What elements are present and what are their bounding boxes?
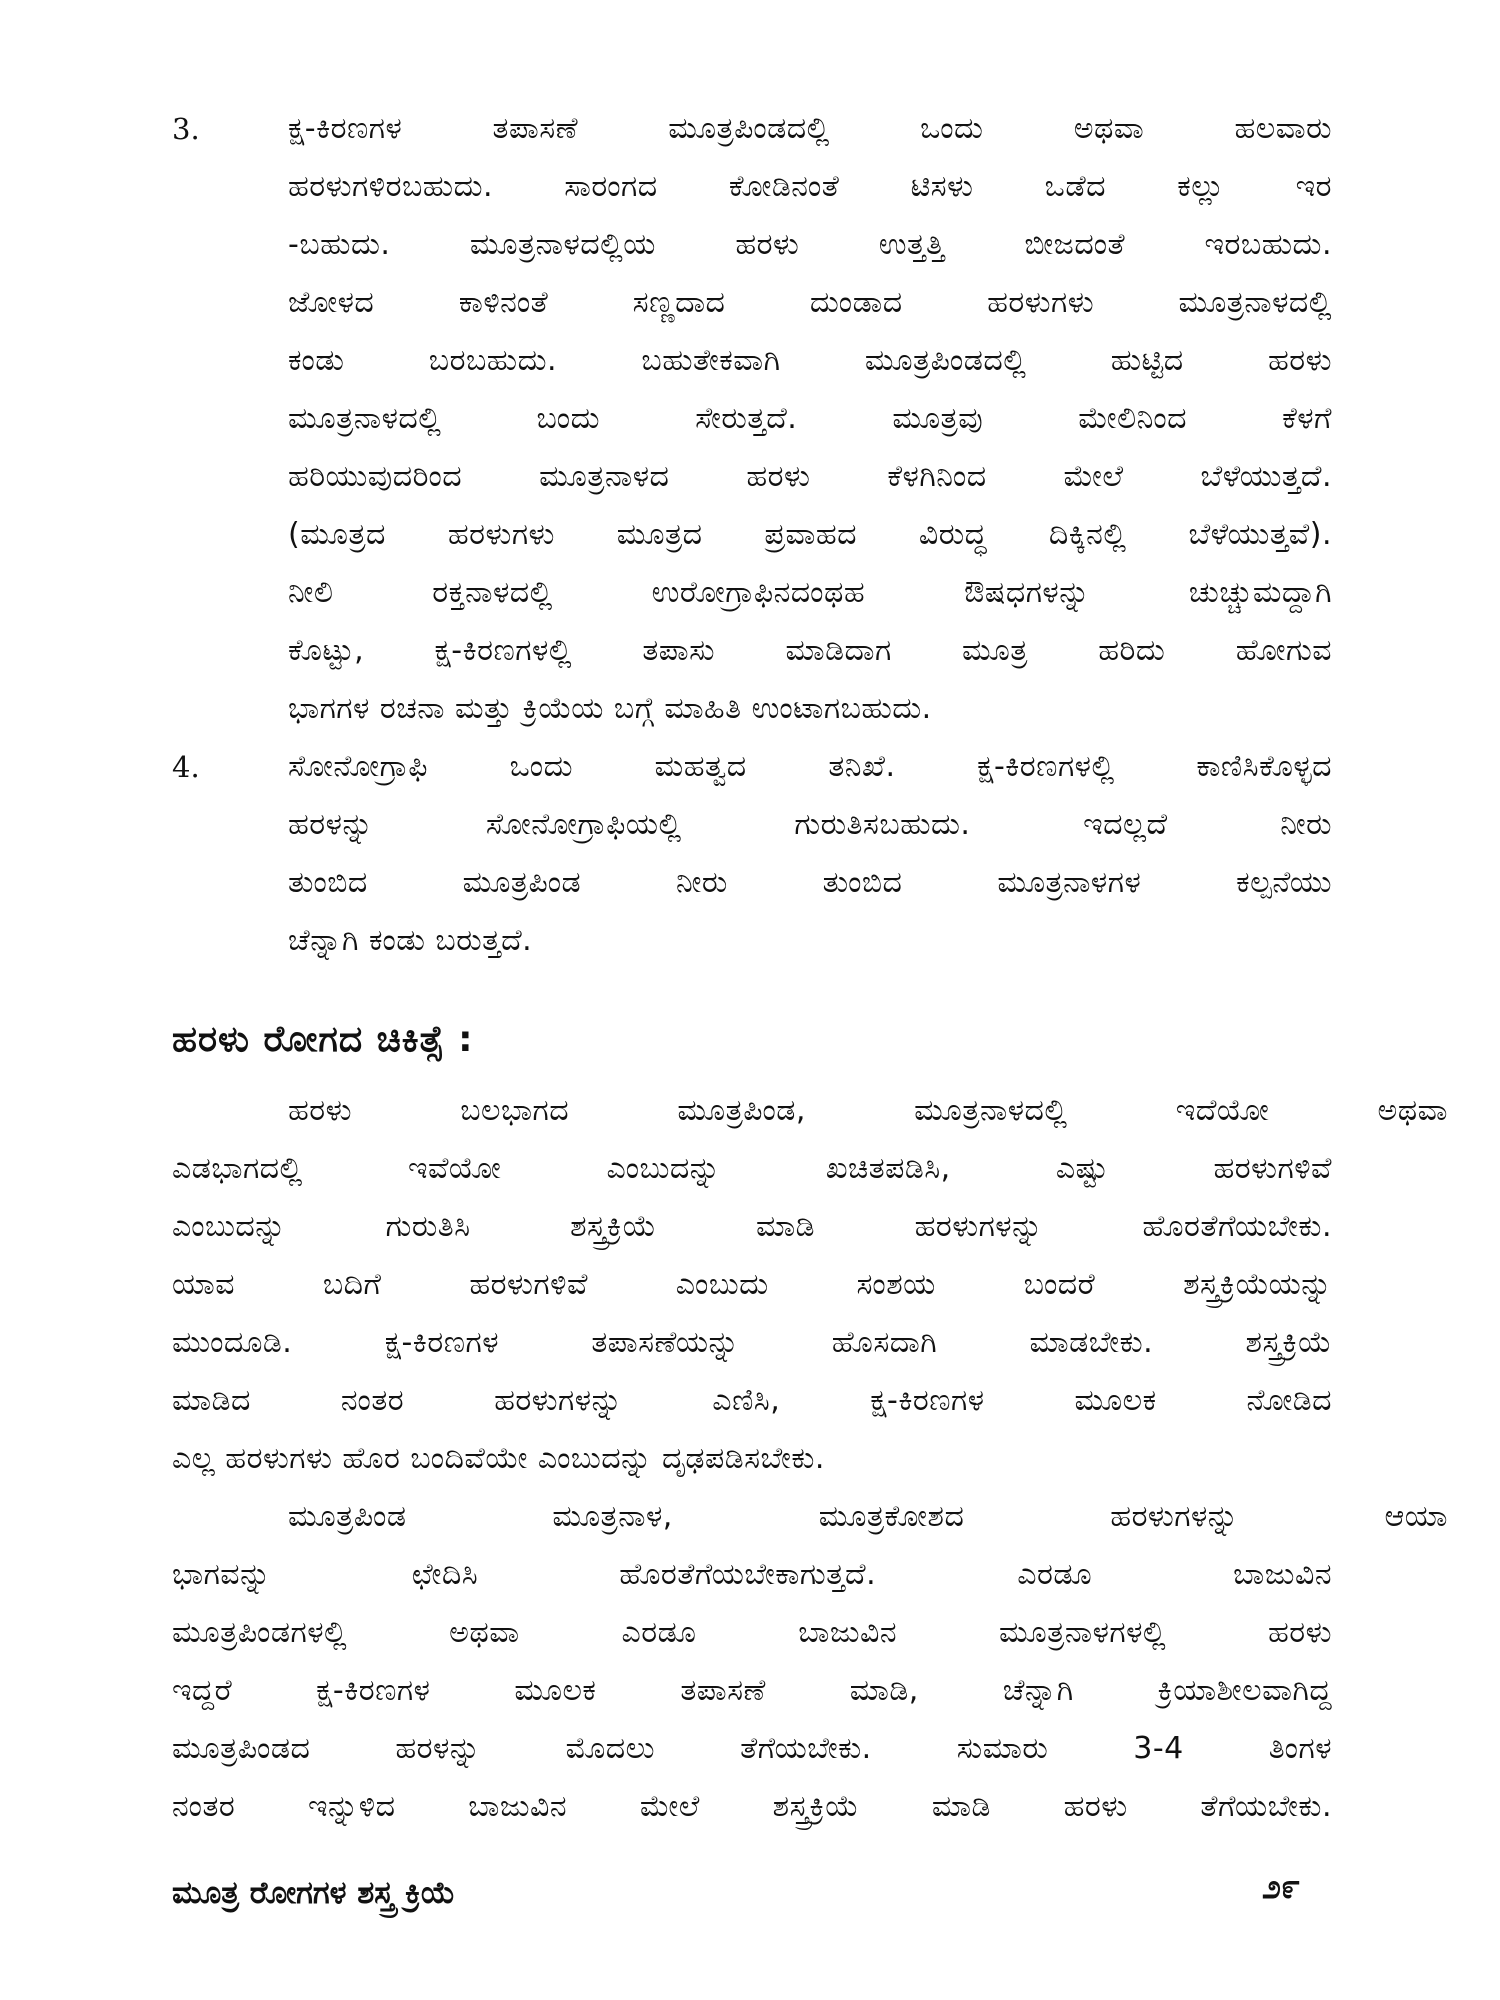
text-line: (ಮೂತ್ರದ ಹರಳುಗಳು ಮೂತ್ರದ ಪ್ರವಾಹದ ವಿರುದ್ಧ ದಿಕ್ಕಿನಲ್ಲಿ ಬೆಳೆಯುತ್ತವೆ). [288,517,1332,552]
text-line: ಕಂಡು ಬರಬಹುದು. ಬಹುತೇಕವಾಗಿ ಮೂತ್ರಪಿಂಡದಲ್ಲಿ ಹುಟ್ಟಿದ ಹರಳು [288,343,1332,378]
text-line: ಭಾಗಗಳ ರಚನಾ ಮತ್ತು ಕ್ರಿಯೆಯ ಬಗ್ಗೆ ಮಾಹಿತಿ ಉಂಟಾಗಬಹುದು. [288,691,932,726]
item-body [288,738,1332,970]
text-line: ಮೂತ್ರಪಿಂಡದ ಹರಳನ್ನು ಮೊದಲು ತೆಗೆಯಬೇಕು. ಸುಮಾರು 3-4 ತಿಂಗಳ [172,1731,1332,1766]
page-number: ೨೯ [1262,1867,1301,1907]
text-line: ಮೂತ್ರಪಿಂಡ ಮೂತ್ರನಾಳ, ಮೂತ್ರಕೋಶದ ಹರಳುಗಳನ್ನು ಆಯಾ [288,1499,1448,1534]
running-footer-title: ಮೂತ್ರ ರೋಗಗಳ ಶಸ್ತ್ರ ಕ್ರಿಯೆ [172,1875,456,1911]
text-line: ಭಾಗವನ್ನು ಛೇದಿಸಿ ಹೊರತೆಗೆಯಬೇಕಾಗುತ್ತದೆ. ಎರಡೂ ಬಾಜುವಿನ [172,1557,1332,1592]
text-line: ಕೊಟ್ಟು, ಕ್ಷ-ಕಿರಣಗಳಲ್ಲಿ ತಪಾಸು ಮಾಡಿದಾಗ ಮೂತ್ರ ಹರಿದು ಹೋಗುವ [288,633,1332,668]
text-line: ಕ್ಷ-ಕಿರಣಗಳ ತಪಾಸಣೆ ಮೂತ್ರಪಿಂಡದಲ್ಲಿ ಒಂದು ಅಥವಾ ಹಲವಾರು [288,111,1332,146]
text-line: ಹರಳನ್ನು ಸೋನೋಗ್ರಾಫಿಯಲ್ಲಿ ಗುರುತಿಸಬಹುದು. ಇದಲ್ಲದೆ ನೀರು [288,807,1332,842]
text-line: ಎಲ್ಲ ಹರಳುಗಳು ಹೊರ ಬಂದಿವೆಯೇ ಎಂಬುದನ್ನು ದೃಢಪಡಿಸಬೇಕು. [172,1441,825,1476]
section-heading: ಹರಳು ರೋಗದ ಚಿಕಿತ್ಸೆ : [172,1019,474,1060]
text-line: ಹರಳು ಬಲಭಾಗದ ಮೂತ್ರಪಿಂಡ, ಮೂತ್ರನಾಳದಲ್ಲಿ ಇದೆಯೋ ಅಥವಾ [288,1093,1448,1128]
paragraph-1 [172,1082,1448,1488]
text-line: ಚೆನ್ನಾಗಿ ಕಂಡು ಬರುತ್ತದೆ. [288,923,533,958]
text-line: ನಂತರ ಇನ್ನುಳಿದ ಬಾಜುವಿನ ಮೇಲೆ ಶಸ್ತ್ರಕ್ರಿಯೆ ಮಾಡಿ ಹರಳು ತೆಗೆಯಬೇಕು. [172,1789,1332,1824]
item-body [288,100,1332,738]
item-number: 3. [172,112,200,146]
text-line: ತುಂಬಿದ ಮೂತ್ರಪಿಂಡ ನೀರು ತುಂಬಿದ ಮೂತ್ರನಾಳಗಳ ಕಲ್ಪನೆಯು [288,865,1332,900]
text-line: ಇದ್ದರೆ ಕ್ಷ-ಕಿರಣಗಳ ಮೂಲಕ ತಪಾಸಣೆ ಮಾಡಿ, ಚೆನ್ನಾಗಿ ಕ್ರಿಯಾಶೀಲವಾಗಿದ್ದ [172,1673,1332,1708]
text-line: ಎಂಬುದನ್ನು ಗುರುತಿಸಿ ಶಸ್ತ್ರಕ್ರಿಯೆ ಮಾಡಿ ಹರಳುಗಳನ್ನು ಹೊರತೆಗೆಯಬೇಕು. [172,1209,1332,1244]
text-line: ಮಾಡಿದ ನಂತರ ಹರಳುಗಳನ್ನು ಎಣಿಸಿ, ಕ್ಷ-ಕಿರಣಗಳ ಮೂಲಕ ನೋಡಿದ [172,1383,1332,1418]
text-line: ಜೋಳದ ಕಾಳಿನಂತೆ ಸಣ್ಣದಾದ ದುಂಡಾದ ಹರಳುಗಳು ಮೂತ್ರನಾಳದಲ್ಲಿ [288,285,1332,320]
text-line: ಹರಿಯುವುದರಿಂದ ಮೂತ್ರನಾಳದ ಹರಳು ಕೆಳಗಿನಿಂದ ಮೇಲೆ ಬೆಳೆಯುತ್ತದೆ. [288,459,1332,494]
text-line: ಮುಂದೂಡಿ. ಕ್ಷ-ಕಿರಣಗಳ ತಪಾಸಣೆಯನ್ನು ಹೊಸದಾಗಿ ಮಾಡಬೇಕು. ಶಸ್ತ್ರಕ್ರಿಯೆ [172,1325,1332,1360]
text-line: ನೀಲಿ ರಕ್ತನಾಳದಲ್ಲಿ ಉರೋಗ್ರಾಫಿನದಂಥಹ ಔಷಧಗಳನ್ನು ಚುಚ್ಚುಮದ್ದಾಗಿ [288,575,1332,610]
text-line: ಮೂತ್ರಪಿಂಡಗಳಲ್ಲಿ ಅಥವಾ ಎರಡೂ ಬಾಜುವಿನ ಮೂತ್ರನಾಳಗಳಲ್ಲಿ ಹರಳು [172,1615,1332,1650]
text-line: ಮೂತ್ರನಾಳದಲ್ಲಿ ಬಂದು ಸೇರುತ್ತದೆ. ಮೂತ್ರವು ಮೇಲಿನಿಂದ ಕೆಳಗೆ [288,401,1332,436]
text-line: -ಬಹುದು. ಮೂತ್ರನಾಳದಲ್ಲಿಯ ಹರಳು ಉತ್ತತ್ತಿ ಬೀಜದಂತೆ ಇರಬಹುದು. [288,227,1332,262]
paragraph-2 [172,1488,1448,1836]
text-line: ಎಡಭಾಗದಲ್ಲಿ ಇವೆಯೋ ಎಂಬುದನ್ನು ಖಚಿತಪಡಿಸಿ, ಎಷ್ಟು ಹರಳುಗಳಿವೆ [172,1151,1332,1186]
text-line: ಯಾವ ಬದಿಗೆ ಹರಳುಗಳಿವೆ ಎಂಬುದು ಸಂಶಯ ಬಂದರೆ ಶಸ್ತ್ರಕ್ರಿಯೆಯನ್ನು [172,1267,1332,1302]
text-line: ಸೋನೋಗ್ರಾಫಿ ಒಂದು ಮಹತ್ವದ ತನಿಖೆ. ಕ್ಷ-ಕಿರಣಗಳಲ್ಲಿ ಕಾಣಿಸಿಕೊಳ್ಳದ [288,749,1332,784]
text-line: ಹರಳುಗಳಿರಬಹುದು. ಸಾರಂಗದ ಕೋಡಿನಂತೆ ಟಿಸಳು ಒಡೆದ ಕಲ್ಲು ಇರ [288,169,1332,204]
item-number: 4. [172,750,200,784]
